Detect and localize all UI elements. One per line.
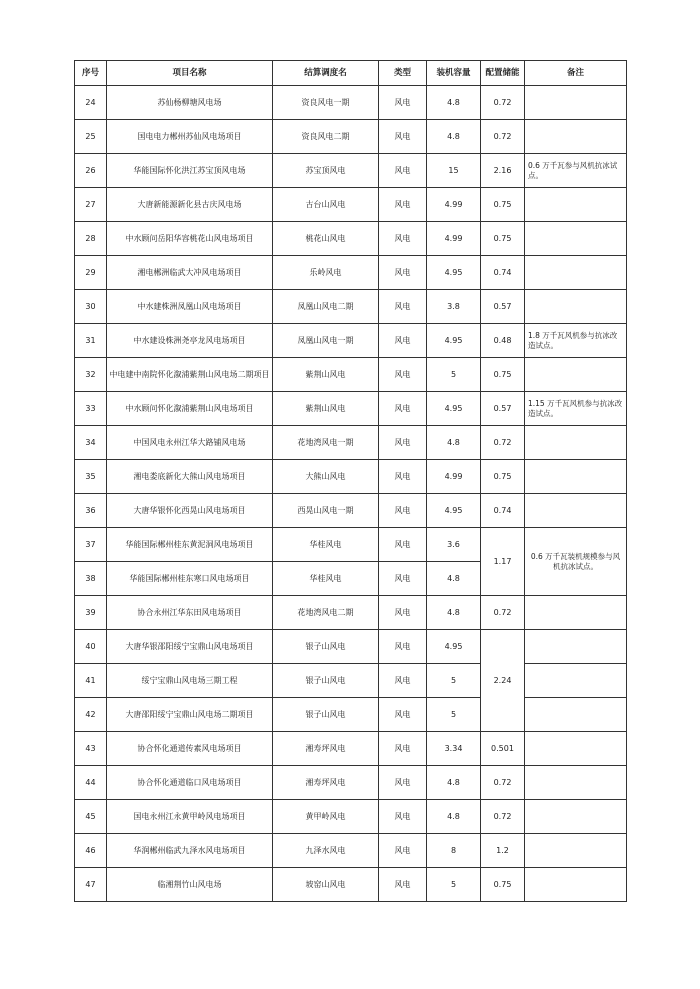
cell-capacity: 4.8 xyxy=(427,86,481,120)
cell-storage: 0.75 xyxy=(481,188,525,222)
cell-capacity: 5 xyxy=(427,868,481,902)
table-row xyxy=(75,698,627,732)
cell-dispatch: 紫荆山风电 xyxy=(273,358,379,392)
cell-dispatch: 湘寿坪风电 xyxy=(273,732,379,766)
cell-no: 26 xyxy=(75,154,107,188)
table-row xyxy=(75,358,627,392)
cell-note xyxy=(525,868,627,902)
cell-capacity: 3.34 xyxy=(427,732,481,766)
col-header-note: 备注 xyxy=(525,61,627,86)
project-table xyxy=(74,60,627,902)
cell-no: 40 xyxy=(75,630,107,664)
cell-note: 0.6 万千瓦装机规模参与风机抗冰试点。 xyxy=(525,528,627,596)
cell-type: 风电 xyxy=(379,698,427,732)
cell-no: 43 xyxy=(75,732,107,766)
cell-note xyxy=(525,766,627,800)
cell-type: 风电 xyxy=(379,834,427,868)
cell-capacity: 5 xyxy=(427,664,481,698)
cell-note xyxy=(525,426,627,460)
cell-capacity: 4.95 xyxy=(427,630,481,664)
cell-dispatch: 资良风电二期 xyxy=(273,120,379,154)
cell-note xyxy=(525,630,627,664)
cell-type: 风电 xyxy=(379,222,427,256)
cell-capacity: 4.8 xyxy=(427,426,481,460)
cell-name: 华能国际郴州桂东寒口风电场项目 xyxy=(107,562,273,596)
cell-dispatch: 华桂风电 xyxy=(273,562,379,596)
cell-name: 中水建设株洲尧亭龙风电场项目 xyxy=(107,324,273,358)
cell-type: 风电 xyxy=(379,426,427,460)
cell-name: 中水顾问怀化溆浦紫荆山风电场项目 xyxy=(107,392,273,426)
cell-storage: 1.2 xyxy=(481,834,525,868)
cell-dispatch: 苏宝顶风电 xyxy=(273,154,379,188)
cell-dispatch: 黄甲岭风电 xyxy=(273,800,379,834)
cell-storage: 0.57 xyxy=(481,290,525,324)
cell-type: 风电 xyxy=(379,630,427,664)
cell-storage: 2.24 xyxy=(481,630,525,732)
cell-name: 中国风电永州江华大路铺风电场 xyxy=(107,426,273,460)
cell-no: 25 xyxy=(75,120,107,154)
cell-capacity: 15 xyxy=(427,154,481,188)
cell-name: 湘电郴洲临武大冲风电场项目 xyxy=(107,256,273,290)
cell-storage: 0.72 xyxy=(481,800,525,834)
cell-note xyxy=(525,358,627,392)
cell-type: 风电 xyxy=(379,392,427,426)
cell-note xyxy=(525,222,627,256)
cell-storage: 0.75 xyxy=(481,222,525,256)
cell-name: 绥宁宝鼎山风电场三期工程 xyxy=(107,664,273,698)
cell-no: 44 xyxy=(75,766,107,800)
cell-storage: 0.75 xyxy=(481,460,525,494)
cell-capacity: 4.99 xyxy=(427,188,481,222)
cell-capacity: 4.8 xyxy=(427,562,481,596)
col-header-type: 类型 xyxy=(379,61,427,86)
cell-name: 中电建中南院怀化溆浦紫荆山风电场二期项目 xyxy=(107,358,273,392)
table-row xyxy=(75,222,627,256)
cell-name: 中水顾问岳阳华容桃花山风电场项目 xyxy=(107,222,273,256)
cell-no: 30 xyxy=(75,290,107,324)
cell-no: 29 xyxy=(75,256,107,290)
cell-type: 风电 xyxy=(379,562,427,596)
table-row xyxy=(75,800,627,834)
cell-name: 华润郴州临武九泽水风电场项目 xyxy=(107,834,273,868)
cell-dispatch: 银子山风电 xyxy=(273,698,379,732)
table-row xyxy=(75,596,627,630)
cell-dispatch: 九泽水风电 xyxy=(273,834,379,868)
cell-dispatch: 花地湾风电一期 xyxy=(273,426,379,460)
cell-note: 1.8 万千瓦风机参与抗冰改造试点。 xyxy=(525,324,627,358)
cell-note xyxy=(525,698,627,732)
cell-note xyxy=(525,460,627,494)
table-row xyxy=(75,834,627,868)
cell-capacity: 5 xyxy=(427,358,481,392)
cell-dispatch: 银子山风电 xyxy=(273,630,379,664)
cell-storage: 1.17 xyxy=(481,528,525,596)
table-row xyxy=(75,732,627,766)
cell-name: 苏仙杨柳塘风电场 xyxy=(107,86,273,120)
cell-note xyxy=(525,290,627,324)
cell-no: 46 xyxy=(75,834,107,868)
cell-name: 中水建株洲凤凰山风电场项目 xyxy=(107,290,273,324)
cell-note xyxy=(525,188,627,222)
cell-storage: 0.75 xyxy=(481,358,525,392)
table-row xyxy=(75,290,627,324)
cell-name: 协合怀化通道临口风电场项目 xyxy=(107,766,273,800)
cell-type: 风电 xyxy=(379,120,427,154)
cell-capacity: 4.8 xyxy=(427,120,481,154)
cell-capacity: 4.8 xyxy=(427,596,481,630)
cell-name: 临湘荆竹山风电场 xyxy=(107,868,273,902)
cell-capacity: 4.95 xyxy=(427,256,481,290)
cell-storage: 0.74 xyxy=(481,494,525,528)
col-header-storage: 配置储能 xyxy=(481,61,525,86)
cell-capacity: 3.8 xyxy=(427,290,481,324)
cell-storage: 0.72 xyxy=(481,426,525,460)
cell-note xyxy=(525,256,627,290)
cell-capacity: 3.6 xyxy=(427,528,481,562)
cell-type: 风电 xyxy=(379,290,427,324)
cell-note xyxy=(525,494,627,528)
cell-storage: 2.16 xyxy=(481,154,525,188)
cell-note: 1.15 万千瓦风机参与抗冰改造试点。 xyxy=(525,392,627,426)
cell-name: 国电电力郴州苏仙风电场项目 xyxy=(107,120,273,154)
cell-no: 36 xyxy=(75,494,107,528)
col-header-name: 项目名称 xyxy=(107,61,273,86)
cell-capacity: 4.95 xyxy=(427,324,481,358)
cell-no: 39 xyxy=(75,596,107,630)
cell-no: 32 xyxy=(75,358,107,392)
cell-dispatch: 大熊山风电 xyxy=(273,460,379,494)
cell-no: 34 xyxy=(75,426,107,460)
cell-no: 24 xyxy=(75,86,107,120)
table-row xyxy=(75,188,627,222)
col-header-no: 序号 xyxy=(75,61,107,86)
cell-note xyxy=(525,732,627,766)
cell-type: 风电 xyxy=(379,460,427,494)
cell-dispatch: 资良风电一期 xyxy=(273,86,379,120)
cell-storage: 0.72 xyxy=(481,766,525,800)
cell-no: 45 xyxy=(75,800,107,834)
table-row xyxy=(75,426,627,460)
cell-capacity: 4.95 xyxy=(427,392,481,426)
cell-capacity: 4.8 xyxy=(427,766,481,800)
cell-note xyxy=(525,834,627,868)
cell-capacity: 8 xyxy=(427,834,481,868)
cell-no: 37 xyxy=(75,528,107,562)
table-row xyxy=(75,86,627,120)
cell-no: 35 xyxy=(75,460,107,494)
cell-type: 风电 xyxy=(379,324,427,358)
table-row xyxy=(75,868,627,902)
cell-type: 风电 xyxy=(379,86,427,120)
cell-no: 42 xyxy=(75,698,107,732)
cell-dispatch: 凤凰山风电一期 xyxy=(273,324,379,358)
cell-capacity: 4.99 xyxy=(427,222,481,256)
cell-dispatch: 乐岭风电 xyxy=(273,256,379,290)
cell-name: 大唐邵阳绥宁宝鼎山风电场二期项目 xyxy=(107,698,273,732)
table-row xyxy=(75,766,627,800)
cell-name: 协合永州江华东田风电场项目 xyxy=(107,596,273,630)
cell-dispatch: 华桂风电 xyxy=(273,528,379,562)
cell-type: 风电 xyxy=(379,358,427,392)
cell-type: 风电 xyxy=(379,528,427,562)
cell-dispatch: 坡窑山风电 xyxy=(273,868,379,902)
cell-dispatch: 凤凰山风电二期 xyxy=(273,290,379,324)
cell-name: 国电永州江永黄甲岭风电场项目 xyxy=(107,800,273,834)
cell-type: 风电 xyxy=(379,596,427,630)
cell-type: 风电 xyxy=(379,256,427,290)
cell-capacity: 4.95 xyxy=(427,494,481,528)
cell-name: 湘电娄底新化大熊山风电场项目 xyxy=(107,460,273,494)
table-row xyxy=(75,664,627,698)
cell-note xyxy=(525,800,627,834)
cell-type: 风电 xyxy=(379,868,427,902)
cell-name: 协合怀化通道传素风电场项目 xyxy=(107,732,273,766)
table-row xyxy=(75,392,627,426)
cell-type: 风电 xyxy=(379,800,427,834)
cell-capacity: 4.99 xyxy=(427,460,481,494)
cell-note xyxy=(525,120,627,154)
cell-storage: 0.501 xyxy=(481,732,525,766)
cell-dispatch: 花地湾风电二期 xyxy=(273,596,379,630)
cell-type: 风电 xyxy=(379,664,427,698)
cell-capacity: 4.8 xyxy=(427,800,481,834)
cell-storage: 0.48 xyxy=(481,324,525,358)
cell-capacity: 5 xyxy=(427,698,481,732)
cell-storage: 0.75 xyxy=(481,868,525,902)
cell-no: 47 xyxy=(75,868,107,902)
cell-note xyxy=(525,664,627,698)
header-row xyxy=(75,61,627,86)
table-row xyxy=(75,154,627,188)
cell-no: 28 xyxy=(75,222,107,256)
cell-name: 大唐华银怀化西晃山风电场项目 xyxy=(107,494,273,528)
cell-dispatch: 桃花山风电 xyxy=(273,222,379,256)
cell-dispatch: 银子山风电 xyxy=(273,664,379,698)
table-row xyxy=(75,494,627,528)
cell-dispatch: 古台山风电 xyxy=(273,188,379,222)
cell-storage: 0.74 xyxy=(481,256,525,290)
cell-no: 27 xyxy=(75,188,107,222)
cell-no: 38 xyxy=(75,562,107,596)
cell-storage: 0.57 xyxy=(481,392,525,426)
cell-no: 33 xyxy=(75,392,107,426)
cell-no: 41 xyxy=(75,664,107,698)
cell-dispatch: 西晃山风电一期 xyxy=(273,494,379,528)
table-row xyxy=(75,630,627,664)
table-row xyxy=(75,120,627,154)
cell-dispatch: 紫荆山风电 xyxy=(273,392,379,426)
cell-name: 华能国际怀化洪江苏宝顶风电场 xyxy=(107,154,273,188)
cell-type: 风电 xyxy=(379,188,427,222)
cell-name: 大唐新能源新化县古庆风电场 xyxy=(107,188,273,222)
table-row xyxy=(75,528,627,562)
cell-dispatch: 湘寿坪风电 xyxy=(273,766,379,800)
col-header-capacity: 装机容量 xyxy=(427,61,481,86)
cell-type: 风电 xyxy=(379,494,427,528)
cell-no: 31 xyxy=(75,324,107,358)
cell-type: 风电 xyxy=(379,766,427,800)
cell-storage: 0.72 xyxy=(481,120,525,154)
cell-name: 大唐华银邵阳绥宁宝鼎山风电场项目 xyxy=(107,630,273,664)
col-header-dispatch: 结算调度名 xyxy=(273,61,379,86)
table-row xyxy=(75,256,627,290)
cell-type: 风电 xyxy=(379,732,427,766)
cell-note xyxy=(525,86,627,120)
table-row xyxy=(75,324,627,358)
cell-name: 华能国际郴州桂东黄泥洞风电场项目 xyxy=(107,528,273,562)
cell-storage: 0.72 xyxy=(481,86,525,120)
cell-type: 风电 xyxy=(379,154,427,188)
cell-note xyxy=(525,596,627,630)
cell-storage: 0.72 xyxy=(481,596,525,630)
table-row xyxy=(75,460,627,494)
cell-note: 0.6 万千瓦参与风机抗冰试点。 xyxy=(525,154,627,188)
